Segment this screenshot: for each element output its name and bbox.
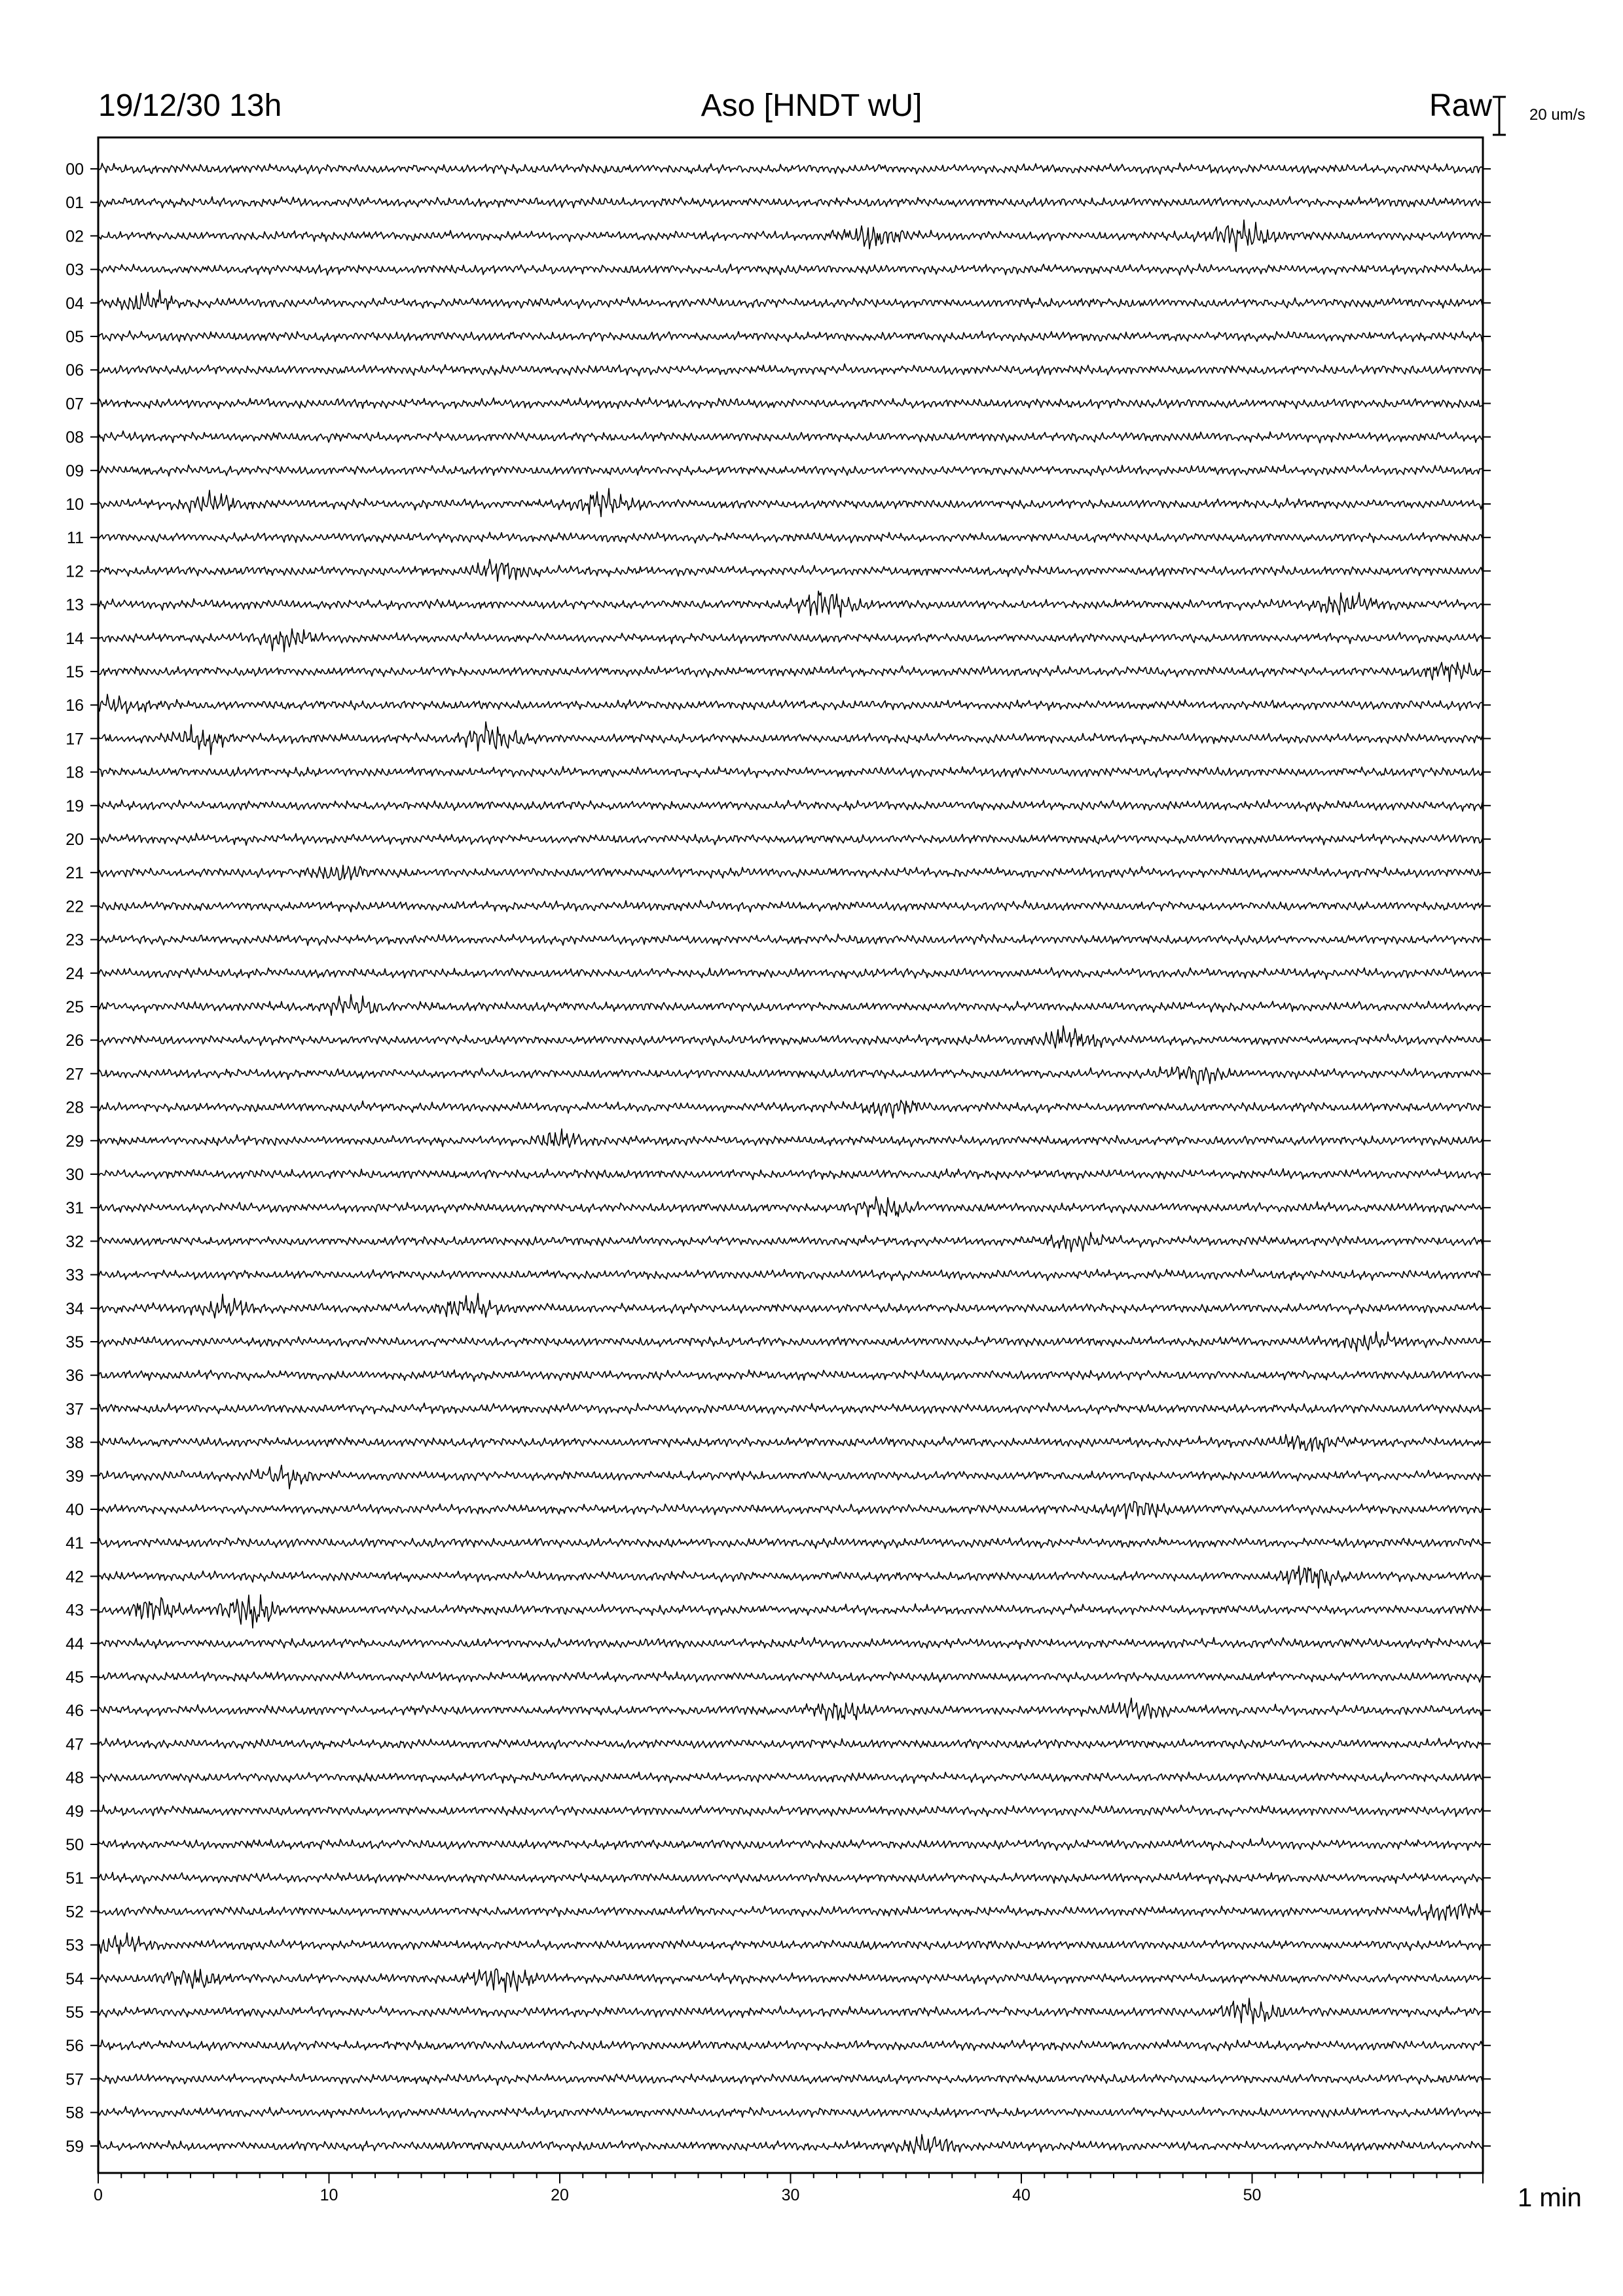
row-label: 24: [65, 964, 84, 983]
trace-row-00: [98, 163, 1482, 174]
row-label: 03: [65, 260, 84, 279]
x-tick-label: 0: [94, 2186, 103, 2204]
row-label: 19: [65, 797, 84, 816]
trace-row-01: [98, 196, 1482, 207]
trace-row-44: [98, 1638, 1482, 1649]
row-label: 26: [65, 1031, 84, 1050]
row-label: 07: [65, 395, 84, 414]
trace-row-31: [98, 1196, 1482, 1217]
trace-row-05: [98, 331, 1482, 342]
row-label: 11: [67, 529, 84, 548]
trace-group: [98, 163, 1482, 2153]
trace-row-18: [98, 766, 1482, 778]
x-tick-label: 40: [1012, 2186, 1030, 2204]
trace-row-08: [98, 431, 1482, 442]
trace-row-13: [98, 591, 1482, 617]
row-label: 06: [65, 361, 84, 380]
trace-row-45: [98, 1672, 1482, 1683]
trace-row-21: [98, 865, 1482, 880]
row-label: 41: [65, 1534, 84, 1553]
row-label: 40: [65, 1501, 84, 1519]
trace-row-46: [98, 1698, 1482, 1720]
trace-row-51: [98, 1873, 1482, 1884]
x-axis: [94, 2173, 1483, 2204]
trace-row-36: [98, 1370, 1482, 1382]
trace-row-32: [98, 1232, 1482, 1252]
row-label: 37: [65, 1400, 84, 1419]
trace-row-28: [98, 1100, 1482, 1118]
trace-row-15: [98, 662, 1482, 682]
row-label: 55: [65, 2003, 84, 2022]
row-label-group: [65, 160, 84, 2156]
mode-label: Raw: [1429, 88, 1492, 123]
row-label: 05: [65, 328, 84, 346]
row-label: 23: [65, 931, 84, 950]
trace-row-47: [98, 1738, 1482, 1749]
row-label: 53: [65, 1936, 84, 1955]
trace-row-09: [98, 465, 1482, 476]
row-label: 42: [65, 1568, 84, 1587]
row-label: 15: [65, 663, 84, 681]
row-label: 48: [65, 1768, 84, 1787]
row-label: 04: [65, 294, 84, 313]
trace-row-33: [98, 1269, 1482, 1281]
row-label: 14: [65, 629, 84, 648]
trace-row-52: [98, 1904, 1482, 1920]
trace-row-37: [98, 1403, 1482, 1414]
chart-title: Aso [HNDT wU]: [701, 88, 922, 123]
row-label: 45: [65, 1668, 84, 1687]
header-date: 19/12/30 13h: [98, 88, 282, 123]
row-label: 31: [65, 1199, 84, 1218]
row-label: 08: [65, 428, 84, 447]
row-label: 21: [65, 864, 84, 883]
trace-row-02: [98, 220, 1482, 251]
trace-row-04: [98, 290, 1482, 310]
row-label: 16: [65, 696, 84, 715]
row-label: 38: [65, 1433, 84, 1452]
trace-row-22: [98, 901, 1482, 912]
trace-row-50: [98, 1838, 1482, 1850]
trace-row-53: [98, 1933, 1482, 1954]
row-label: 12: [65, 562, 84, 581]
row-label: 58: [65, 2104, 84, 2123]
trace-row-19: [98, 800, 1482, 812]
trace-row-30: [98, 1169, 1482, 1180]
trace-row-12: [98, 559, 1482, 581]
row-label: 35: [65, 1333, 84, 1352]
trace-row-35: [98, 1332, 1482, 1352]
x-tick-label: 50: [1243, 2186, 1262, 2204]
trace-row-26: [98, 1026, 1482, 1048]
trace-row-14: [98, 629, 1482, 652]
trace-row-11: [98, 532, 1482, 543]
trace-row-49: [98, 1805, 1482, 1817]
trace-row-40: [98, 1501, 1482, 1519]
row-label: 20: [65, 831, 84, 849]
row-label: 27: [65, 1065, 84, 1084]
trace-row-42: [98, 1566, 1482, 1588]
trace-row-39: [98, 1465, 1482, 1489]
trace-row-03: [98, 264, 1482, 275]
row-label: 43: [65, 1601, 84, 1620]
row-label: 00: [65, 160, 84, 179]
trace-row-10: [98, 488, 1482, 516]
trace-row-59: [98, 2134, 1482, 2153]
x-tick-label: 10: [319, 2186, 338, 2204]
trace-row-38: [98, 1435, 1482, 1452]
trace-row-54: [98, 1969, 1482, 1992]
trace-row-58: [98, 2107, 1482, 2118]
row-label: 33: [65, 1266, 84, 1285]
row-label: 29: [65, 1132, 84, 1151]
row-label: 54: [65, 1969, 84, 1988]
row-label: 47: [65, 1735, 84, 1754]
row-label: 52: [65, 1903, 84, 1922]
row-label: 10: [65, 495, 84, 514]
row-label: 25: [65, 998, 84, 1016]
row-label: 02: [65, 227, 84, 246]
trace-row-43: [98, 1595, 1482, 1628]
row-label: 28: [65, 1098, 84, 1117]
trace-row-24: [98, 967, 1482, 979]
row-label: 17: [65, 730, 84, 749]
x-axis-unit-label: 1 min: [1518, 2183, 1582, 2212]
trace-row-56: [98, 2040, 1482, 2051]
trace-row-29: [98, 1129, 1482, 1147]
trace-row-41: [98, 1537, 1482, 1549]
row-label: 09: [65, 461, 84, 480]
trace-row-23: [98, 934, 1482, 946]
row-label: 30: [65, 1166, 84, 1184]
row-label: 59: [65, 2137, 84, 2156]
plot-frame: [98, 137, 1483, 2173]
row-label: 18: [65, 763, 84, 782]
trace-row-06: [98, 364, 1482, 376]
row-label: 44: [65, 1634, 84, 1653]
row-label: 22: [65, 897, 84, 916]
row-label: 36: [65, 1367, 84, 1386]
trace-row-57: [98, 2074, 1482, 2085]
trace-row-48: [98, 1772, 1482, 1784]
row-label: 57: [65, 2070, 84, 2089]
trace-row-16: [98, 694, 1482, 713]
scale-bar-label: 20 um/s: [1529, 106, 1586, 124]
trace-row-34: [98, 1293, 1482, 1318]
trace-row-17: [98, 722, 1482, 755]
row-label: 01: [65, 194, 84, 213]
trace-row-20: [98, 833, 1482, 845]
row-label: 39: [65, 1467, 84, 1486]
row-label: 34: [65, 1299, 84, 1318]
row-label: 50: [65, 1836, 84, 1854]
trace-row-27: [98, 1067, 1482, 1085]
x-tick-label: 20: [551, 2186, 569, 2204]
trace-row-07: [98, 397, 1482, 408]
row-label: 56: [65, 2037, 84, 2056]
row-label: 46: [65, 1702, 84, 1721]
row-tick-group: [90, 169, 1491, 2146]
row-label: 49: [65, 1802, 84, 1821]
row-label: 13: [65, 596, 84, 615]
trace-row-55: [98, 1998, 1482, 2024]
x-tick-label: 30: [781, 2186, 800, 2204]
row-label: 51: [65, 1869, 84, 1888]
row-label: 32: [65, 1232, 84, 1251]
trace-row-25: [98, 994, 1482, 1015]
